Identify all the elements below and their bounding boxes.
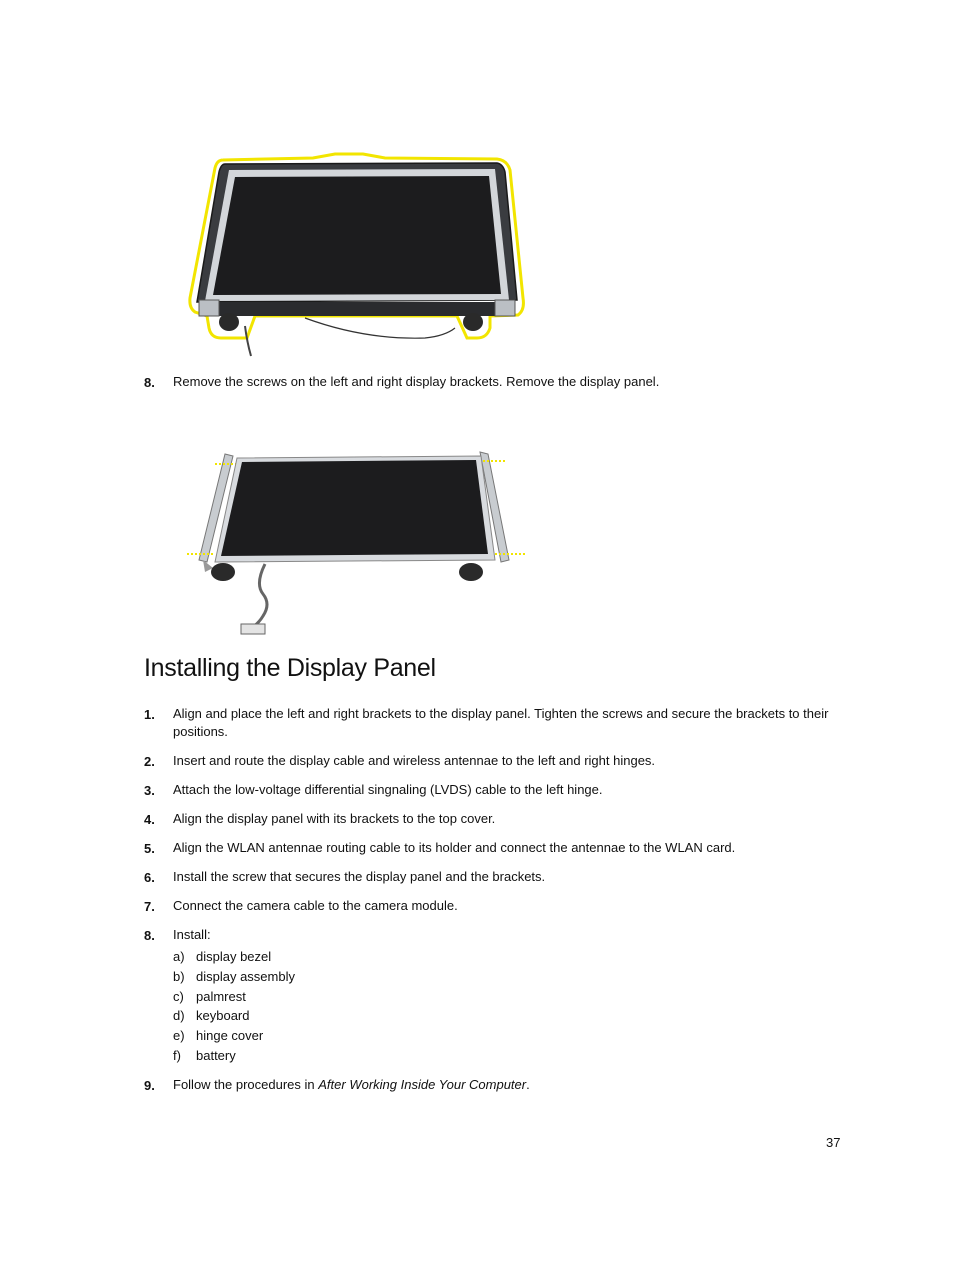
- display-assembly-figure: [185, 150, 530, 362]
- sub-item-text: display assembly: [196, 969, 295, 984]
- step-number: 8.: [144, 928, 155, 943]
- sub-item-letter: e): [173, 1028, 185, 1043]
- step-number: 9.: [144, 1078, 155, 1093]
- sub-item-text: display bezel: [196, 949, 272, 964]
- display-panel-figure: [185, 444, 530, 640]
- sub-item-text: hinge cover: [196, 1028, 264, 1043]
- step-text: Remove the screws on the left and right display brackets. Remove the display panel.: [173, 374, 660, 389]
- sub-item-letter: c): [173, 989, 184, 1004]
- sub-item-text: keyboard: [196, 1008, 250, 1023]
- step-text: Connect the camera cable to the camera module.: [173, 898, 458, 913]
- sub-item-letter: a): [173, 949, 185, 964]
- after-working-link[interactable]: After Working Inside Your Computer: [318, 1077, 527, 1092]
- step-number: 1.: [144, 707, 155, 722]
- sub-item-letter: b): [173, 969, 185, 984]
- step-text: Align the display panel with its brackets to the top cover.: [173, 811, 496, 826]
- step-text: [173, 1076, 853, 1094]
- page-number: 37: [826, 1135, 841, 1150]
- step-text: Install the screw that secures the display panel and the brackets.: [173, 869, 546, 884]
- step-text-suffix: .: [526, 1077, 530, 1092]
- sub-item-text: battery: [196, 1048, 236, 1063]
- sub-item-text: palmrest: [196, 989, 246, 1004]
- sub-item-letter: d): [173, 1008, 185, 1023]
- sub-item-letter: f): [173, 1048, 181, 1063]
- step-text-prefix: Follow the procedures in: [173, 1077, 319, 1092]
- step-number: 5.: [144, 841, 155, 856]
- section-title: Installing the Display Panel: [144, 654, 436, 682]
- step-number: 3.: [144, 783, 155, 798]
- step-number: 8.: [144, 375, 155, 390]
- step-text: Align and place the left and right brackets to the display panel. Tighten the screws and secure the brackets to their positions.: [173, 706, 829, 739]
- step-number: 4.: [144, 812, 155, 827]
- step-text: Attach the low-voltage differential singnaling (LVDS) cable to the left hinge.: [173, 782, 603, 797]
- step-number: 6.: [144, 870, 155, 885]
- step-number: 2.: [144, 754, 155, 769]
- step-text: Align the WLAN antennae routing cable to its holder and connect the antennae to the WLAN card.: [173, 840, 736, 855]
- step-number: 7.: [144, 899, 155, 914]
- step-text: Insert and route the display cable and wireless antennae to the left and right hinges.: [173, 753, 656, 768]
- step-text: Install:: [173, 927, 211, 942]
